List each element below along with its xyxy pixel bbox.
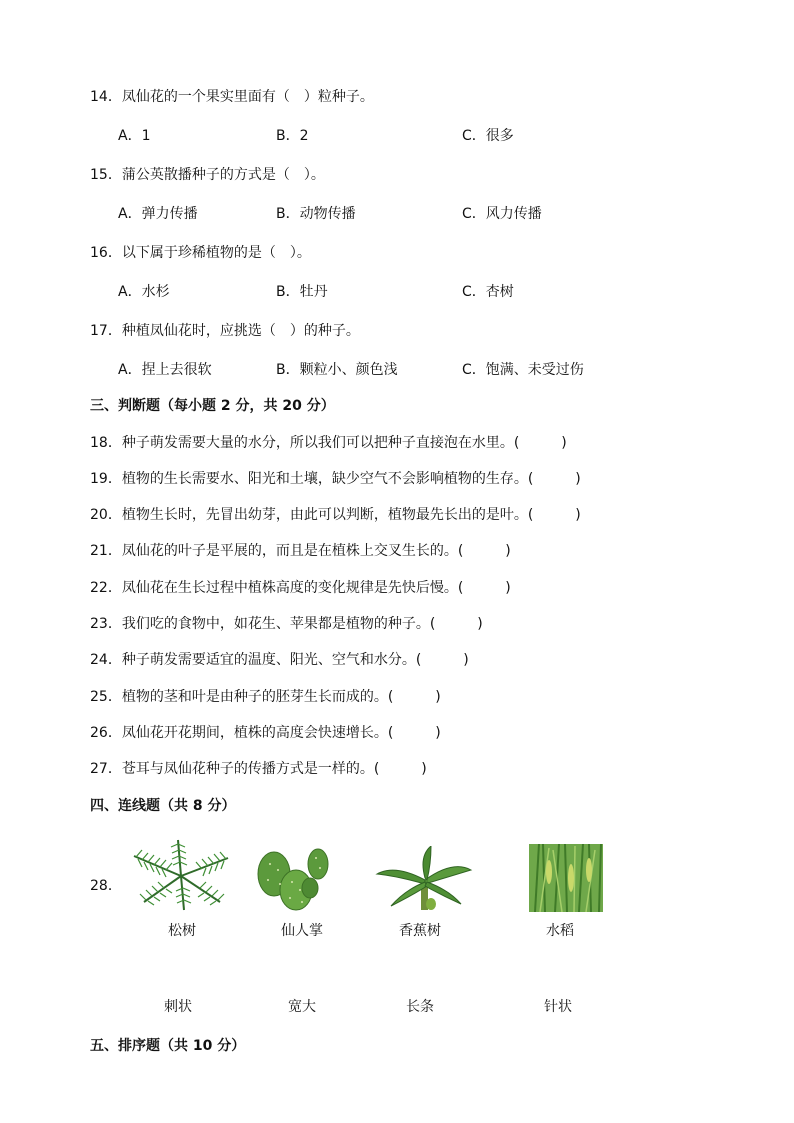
question-number: 22． <box>90 580 122 596</box>
section-3-title: 三、判断题（每小题 2 分，共 20 分） <box>90 398 335 414</box>
leaf-shape-needle: 针状 <box>544 999 572 1015</box>
question-number: 25． <box>90 689 122 705</box>
question-26 <box>90 724 441 742</box>
question-number: 23． <box>90 616 122 632</box>
plant-label-cactus: 仙人掌 <box>281 923 323 939</box>
leaf-shape-broad: 宽大 <box>288 999 316 1015</box>
question-number: 20． <box>90 507 122 523</box>
plant-label-rice: 水稻 <box>546 923 574 939</box>
plant-label-pine: 松树 <box>168 923 196 939</box>
question-21 <box>90 542 511 560</box>
question-number: 18． <box>90 435 122 451</box>
leaf-shape-long-strip: 长条 <box>406 999 434 1015</box>
question-20 <box>90 506 581 524</box>
question-number: 26． <box>90 725 122 741</box>
option-b: B．2 <box>276 128 309 144</box>
question-number: 24． <box>90 652 122 668</box>
question-number: 27． <box>90 761 122 777</box>
question-23 <box>90 615 483 633</box>
question-text: 以下属于珍稀植物的是（ ）。 <box>121 245 311 261</box>
option-b: B．动物传播 <box>276 206 356 222</box>
plant-label-banana: 香蕉树 <box>399 923 441 939</box>
question-22 <box>90 579 511 597</box>
question-number: 19． <box>90 471 122 487</box>
option-b: B．颗粒小、颜色浅 <box>276 362 398 378</box>
question-text: 种植凤仙花时，应挑选（ ）的种子。 <box>121 323 360 339</box>
option-a: A．捏上去很软 <box>118 362 212 378</box>
question-14 <box>90 88 374 106</box>
option-c: C．杏树 <box>462 284 514 300</box>
question-18 <box>90 434 567 452</box>
question-25 <box>90 688 441 706</box>
cactus-image <box>252 846 332 914</box>
question-24 <box>90 651 469 669</box>
question-text: 种子萌发需要适宜的温度、阳光、空气和水分。( ) <box>121 652 469 668</box>
question-19 <box>90 470 581 488</box>
leaf-shape-thorn: 刺状 <box>164 999 192 1015</box>
question-number: 16． <box>90 245 122 261</box>
question-number: 14． <box>90 89 122 105</box>
section-5-title: 五、排序题（共 10 分） <box>90 1038 246 1054</box>
option-a: A．水杉 <box>118 284 170 300</box>
option-c: C．饱满、未受过伤 <box>462 362 584 378</box>
option-c: C．很多 <box>462 128 514 144</box>
rice-plant-image <box>529 844 603 912</box>
option-b: B．牡丹 <box>276 284 328 300</box>
question-number: 21． <box>90 543 122 559</box>
option-a: A．1 <box>118 128 151 144</box>
question-text: 凤仙花的叶子是平展的，而且是在植株上交叉生长的。( ) <box>121 543 511 559</box>
question-text: 苍耳与凤仙花种子的传播方式是一样的。( ) <box>121 761 427 777</box>
question-17 <box>90 322 360 340</box>
question-27 <box>90 760 427 778</box>
question-text: 植物的生长需要水、阳光和土壤，缺少空气不会影响植物的生存。( ) <box>121 471 581 487</box>
question-number: 17． <box>90 323 122 339</box>
question-text: 我们吃的食物中，如花生、苹果都是植物的种子。( ) <box>121 616 483 632</box>
section-4-title: 四、连线题（共 8 分） <box>90 798 236 814</box>
question-16 <box>90 244 311 262</box>
question-number: 15． <box>90 167 122 183</box>
question-text: 凤仙花的一个果实里面有（ ）粒种子。 <box>121 89 374 105</box>
question-text: 植物生长时，先冒出幼芽，由此可以判断，植物最先长出的是叶。( ) <box>121 507 581 523</box>
question-text: 凤仙花在生长过程中植株高度的变化规律是先快后慢。( ) <box>121 580 511 596</box>
banana-tree-image <box>375 846 473 912</box>
question-text: 种子萌发需要大量的水分，所以我们可以把种子直接泡在水里。( ) <box>121 435 567 451</box>
question-text: 凤仙花开花期间，植株的高度会快速增长。( ) <box>121 725 441 741</box>
question-text: 蒲公英散播种子的方式是（ ）。 <box>121 167 325 183</box>
question-15 <box>90 166 325 184</box>
pine-branch-image <box>124 836 238 914</box>
question-28-number: 28． <box>90 878 122 894</box>
question-text: 植物的茎和叶是由种子的胚芽生长而成的。( ) <box>121 689 441 705</box>
option-c: C．风力传播 <box>462 206 542 222</box>
option-a: A．弹力传播 <box>118 206 198 222</box>
